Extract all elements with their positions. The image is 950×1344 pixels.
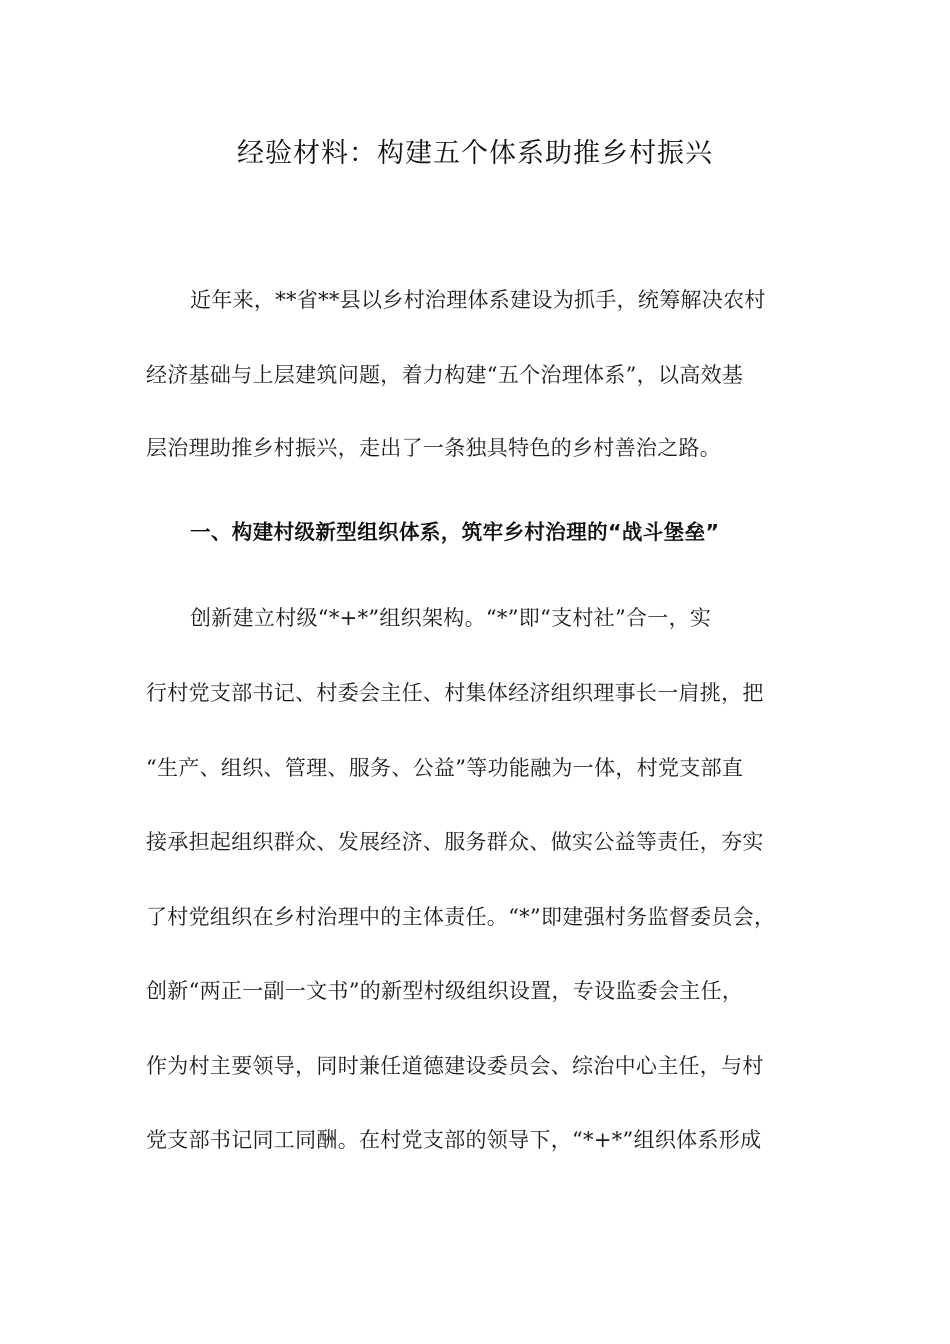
intro-line-1: 近年来，**省**县以乡村治理体系建设为抓手，统筹解决农村: [190, 288, 766, 312]
section-1-line-3: “生产、组织、管理、服务、公益”等功能融为一体，村党支部直: [146, 756, 744, 780]
section-1-line-7: 作为村主要领导，同时兼任道德建设委员会、综治中心主任，与村: [146, 1054, 764, 1078]
section-1-line-5: 了村党组织在乡村治理中的主体责任。“*”即建强村务监督委员会，: [146, 905, 776, 929]
section-1-line-1: 创新建立村级“*+*”组织架构。“*”即“支村社”合一，实: [190, 606, 712, 630]
section-1-line-6: 创新“两正一副一文书”的新型村级组织设置，专设监委会主任，: [146, 979, 744, 1003]
document-title: 经验材料：构建五个体系助推乡村振兴: [237, 138, 713, 169]
intro-line-3: 层治理助推乡村振兴，走出了一条独具特色的乡村善治之路。: [146, 436, 722, 460]
section-1-line-4: 接承担起组织群众、发展经济、服务群众、做实公益等责任，夯实: [146, 830, 764, 854]
section-1-line-8: 党支部书记同工同酬。在村党支部的领导下，“*+*”组织体系形成: [146, 1128, 762, 1152]
intro-line-2: 经济基础与上层建筑问题，着力构建“五个治理体系”，以高效基: [146, 363, 744, 387]
section-1-line-2: 行村党支部书记、村委会主任、村集体经济组织理事长一肩挑，把: [146, 681, 764, 705]
section-1-heading: 一、构建村级新型组织体系，筑牢乡村治理的“战斗堡垒”: [190, 520, 720, 544]
